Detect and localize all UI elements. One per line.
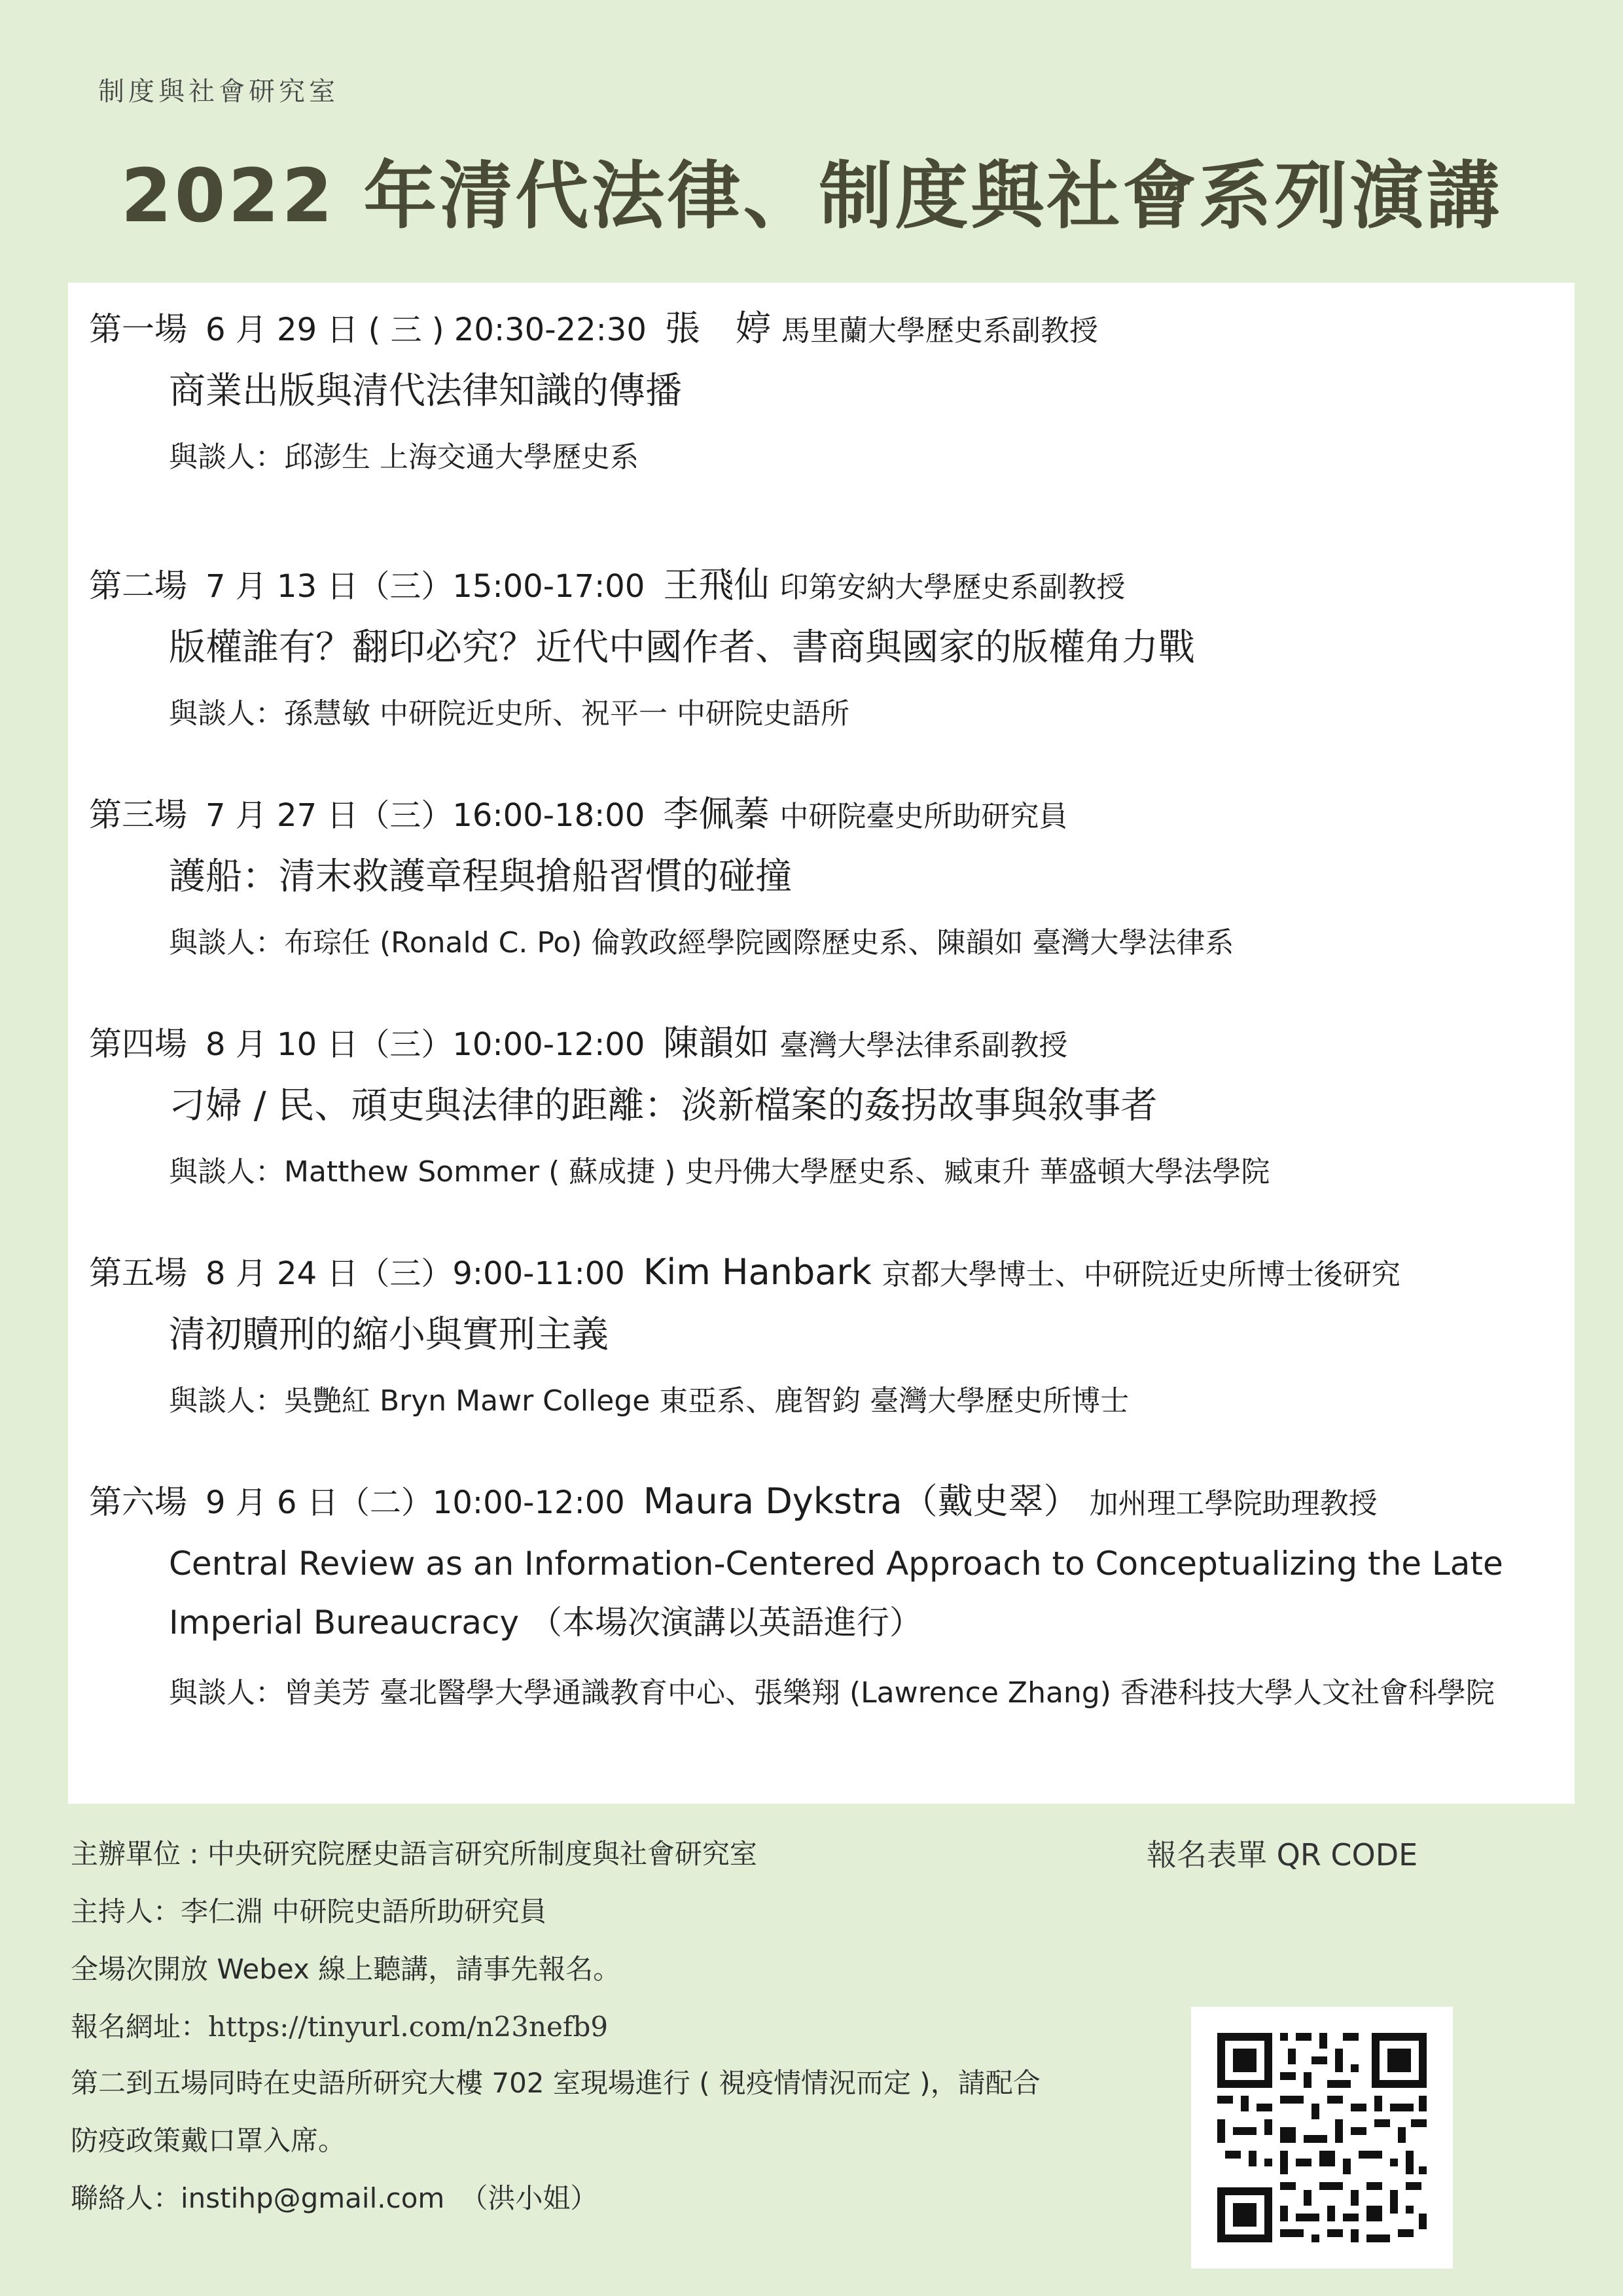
- qr-label: 報名表單 QR CODE: [1147, 1837, 1418, 1873]
- session-speaker: 陳韻如: [663, 1022, 770, 1064]
- registration-line: [71, 2005, 608, 2045]
- contact-label: 聯絡人：: [71, 2182, 181, 2214]
- session-header: [89, 308, 1548, 352]
- session-speaker: Maura Dykstra（戴史翠）: [643, 1480, 1079, 1522]
- session-date: 8 月 10 日（三）10:00-12:00: [205, 1026, 645, 1063]
- session-affiliation: 印第安納大學歷史系副教授: [779, 571, 1126, 604]
- session-topic: 護船：清末救護章程與搶船習慣的碰撞: [169, 855, 792, 898]
- qr-code-icon[interactable]: [1191, 2007, 1453, 2269]
- session-5: [89, 1251, 1548, 1429]
- session-header: [89, 1251, 1548, 1296]
- session-speaker: 張 婷: [664, 308, 771, 349]
- session-4: [89, 1022, 1548, 1200]
- online-notice: 全場次開放 Webex 線上聽講，請事先報名。: [71, 1953, 621, 1985]
- session-affiliation: 加州理工學院助理教授: [1089, 1487, 1378, 1520]
- qr-code-container[interactable]: [1191, 2007, 1453, 2269]
- lab-name: 制度與社會研究室: [98, 77, 339, 107]
- session-discussant: 與談人：布琮任 (Ronald C. Po) 倫敦政經學院國際歷史系、陳韻如 臺灣大學法律系: [169, 926, 1234, 960]
- session-discussant: 與談人：Matthew Sommer ( 蘇成捷 ) 史丹佛大學歷史系、臧東升 華盛頓大學法學院: [169, 1155, 1270, 1189]
- session-date: 9 月 6 日（二）10:00-12:00: [205, 1484, 625, 1521]
- session-number: 第六場: [89, 1483, 187, 1521]
- session-topic: 刁婦 / 民、頑吏與法律的距離：淡新檔案的姦拐故事與敘事者: [169, 1085, 1158, 1127]
- session-date: 7 月 27 日（三）16:00-18:00: [205, 797, 645, 834]
- session-affiliation: 馬里蘭大學歷史系副教授: [781, 314, 1098, 348]
- session-number: 第四場: [89, 1025, 187, 1063]
- session-affiliation: 京都大學博士、中研院近史所博士後研究: [882, 1258, 1400, 1291]
- host: 主持人：李仁淵 中研院史語所助研究員: [71, 1895, 547, 1928]
- session-affiliation: 中研院臺史所助研究員: [779, 800, 1068, 833]
- session-discussant: 與談人：孫慧敏 中研院近史所、祝平一 中研院史語所: [169, 697, 849, 730]
- session-number: 第一場: [89, 310, 187, 348]
- session-topic: Central Review as an Information-Centered Approach to Conceptualizing the Late Imperial Bureaucracy （本場次演講以英語進行）: [169, 1545, 1503, 1641]
- session-header: [89, 1022, 1548, 1067]
- onsite-notice-1: 第二到五場同時在史語所研究大樓 702 室現場進行 ( 視疫情情況而定 )，請配合: [71, 2067, 1041, 2099]
- session-discussant: 與談人：吳艷紅 Bryn Mawr College 東亞系、鹿智鈞 臺灣大學歷史所博士: [169, 1384, 1130, 1418]
- session-discussant: 與談人：邱澎生 上海交通大學歷史系: [169, 440, 639, 474]
- registration-url-link[interactable]: https://tinyurl.com/n23nefb9: [208, 2011, 609, 2043]
- contact-line: [71, 2177, 597, 2216]
- session-3: [89, 793, 1548, 971]
- session-header: [89, 1480, 1548, 1525]
- session-6: [89, 1480, 1548, 1721]
- organizer: 主辦單位 : 中央研究院歷史語言研究所制度與社會研究室: [71, 1838, 757, 1870]
- session-header: [89, 564, 1548, 609]
- session-discussant: 與談人：曾美芳 臺北醫學大學通識教育中心、張樂翔 (Lawrence Zhang) 香港科技大學人文社會科學院: [169, 1676, 1495, 1710]
- session-topic: 商業出版與清代法律知識的傳播: [169, 370, 682, 412]
- session-speaker: Kim Hanbark: [643, 1251, 872, 1293]
- session-number: 第二場: [89, 567, 187, 605]
- session-1: [89, 308, 1548, 486]
- session-2: [89, 564, 1548, 742]
- onsite-notice-2: 防疫政策戴口罩入席。: [71, 2125, 346, 2157]
- session-speaker: 李佩蓁: [663, 793, 770, 834]
- session-number: 第三場: [89, 796, 187, 834]
- session-speaker: 王飛仙: [663, 564, 770, 605]
- contact-email-link[interactable]: instihp@gmail.com: [181, 2182, 445, 2214]
- session-topic: 版權誰有？翻印必究？近代中國作者、書商與國家的版權角力戰: [169, 626, 1195, 669]
- contact-name: （洪小姐）: [460, 2182, 598, 2214]
- registration-label: 報名網址：: [71, 2011, 209, 2043]
- page-title: 2022 年清代法律、制度與社會系列演講: [120, 154, 1503, 239]
- session-affiliation: 臺灣大學法律系副教授: [779, 1029, 1068, 1062]
- session-number: 第五場: [89, 1254, 187, 1292]
- session-date: 7 月 13 日（三）15:00-17:00: [205, 568, 645, 605]
- session-topic: 清初贖刑的縮小與實刑主義: [169, 1314, 609, 1356]
- session-header: [89, 793, 1548, 838]
- session-date: 8 月 24 日（三）9:00-11:00: [205, 1255, 625, 1292]
- session-date: 6 月 29 日 ( 三 ) 20:30-22:30: [205, 312, 647, 348]
